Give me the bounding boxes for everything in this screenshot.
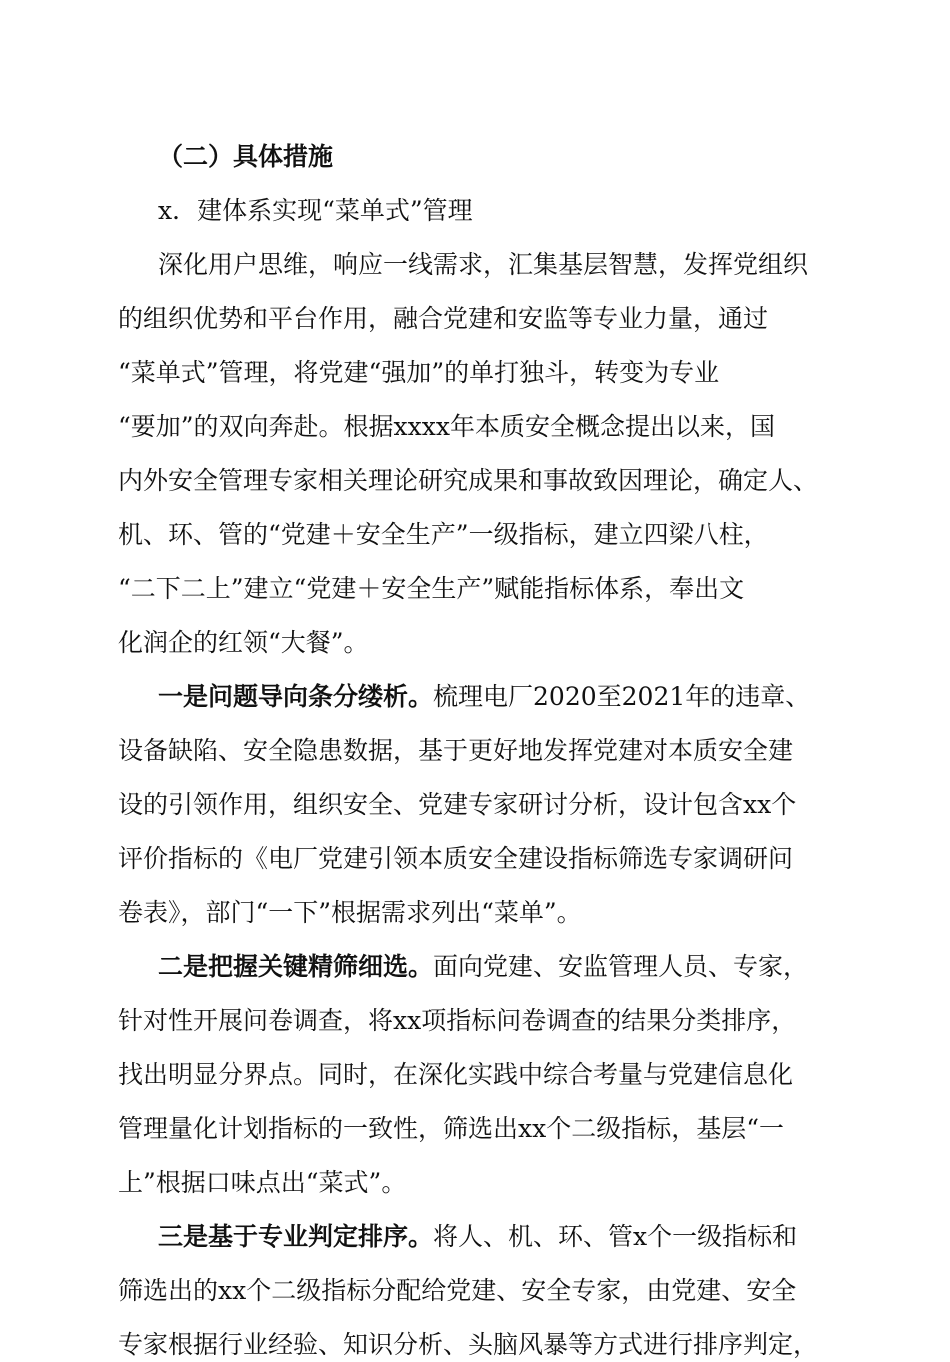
paragraph-1-line: “要加”的双向奔赴。根据xxxx年本质安全概念提出以来，国 <box>118 412 775 441</box>
paragraph-2-text: 梳理电厂2020至2021年的违章、 <box>433 682 811 711</box>
paragraph-3-lead: 二是把握关键精筛细选。 <box>158 952 434 981</box>
paragraph-4-line: 筛选出的xx个二级指标分配给党建、安全专家，由党建、安全 <box>118 1276 797 1305</box>
paragraph-1-line: 的组织优势和平台作用，融合党建和安监等专业力量，通过 <box>118 304 769 333</box>
paragraph-2-first-line <box>158 680 810 714</box>
paragraph-1-line: 内外安全管理专家相关理论研究成果和事故致因理论，确定人、 <box>118 466 819 495</box>
paragraph-4-text: 将人、机、环、管x个一级指标和 <box>433 1222 798 1251</box>
paragraph-4-lead: 三是基于专业判定排序。 <box>158 1222 434 1251</box>
section-heading: （二）具体措施 <box>158 142 334 171</box>
paragraph-2-line: 评价指标的《电厂党建引领本质安全建设指标筛选专家调研问 <box>118 844 794 873</box>
paragraph-3-first-line <box>158 950 808 984</box>
paragraph-1-line: “二下二上”建立“党建＋安全生产”赋能指标体系，奉出文 <box>118 574 745 603</box>
paragraph-1-line: 化润企的红领“大餐”。 <box>118 628 369 657</box>
paragraph-2-line: 卷表》，部门“一下”根据需求列出“菜单”。 <box>118 898 582 927</box>
paragraph-1-line: 深化用户思维，响应一线需求，汇集基层智慧，发挥党组织 <box>158 250 809 279</box>
paragraph-2-line: 设的引领作用，组织安全、党建专家研讨分析，设计包含xx个 <box>118 790 797 819</box>
paragraph-4-line: 专家根据行业经验、知识分析、头脑风暴等方式进行排序判定， <box>118 1330 819 1359</box>
paragraph-3-line: 上”根据口味点出“菜式”。 <box>118 1168 407 1197</box>
paragraph-1-line: 机、环、管的“党建＋安全生产”一级指标，建立四梁八柱， <box>118 520 769 549</box>
paragraph-3-line: 管理量化计划指标的一致性，筛选出xx个二级指标，基层“一 <box>118 1114 784 1143</box>
subheading: x．建体系实现“菜单式”管理 <box>158 196 473 225</box>
paragraph-2-lead: 一是问题导向条分缕析。 <box>158 682 434 711</box>
paragraph-3-text: 面向党建、安监管理人员、专家， <box>433 952 809 981</box>
paragraph-3-line: 针对性开展问卷调查，将xx项指标问卷调查的结果分类排序， <box>118 1006 797 1035</box>
paragraph-1-line: “菜单式”管理，将党建“强加”的单打独斗，转变为专业 <box>118 358 720 387</box>
paragraph-4-first-line <box>158 1220 797 1254</box>
paragraph-2-line: 设备缺陷、安全隐患数据，基于更好地发挥党建对本质安全建 <box>118 736 794 765</box>
paragraph-3-line: 找出明显分界点。同时，在深化实践中综合考量与党建信息化 <box>118 1060 794 1089</box>
